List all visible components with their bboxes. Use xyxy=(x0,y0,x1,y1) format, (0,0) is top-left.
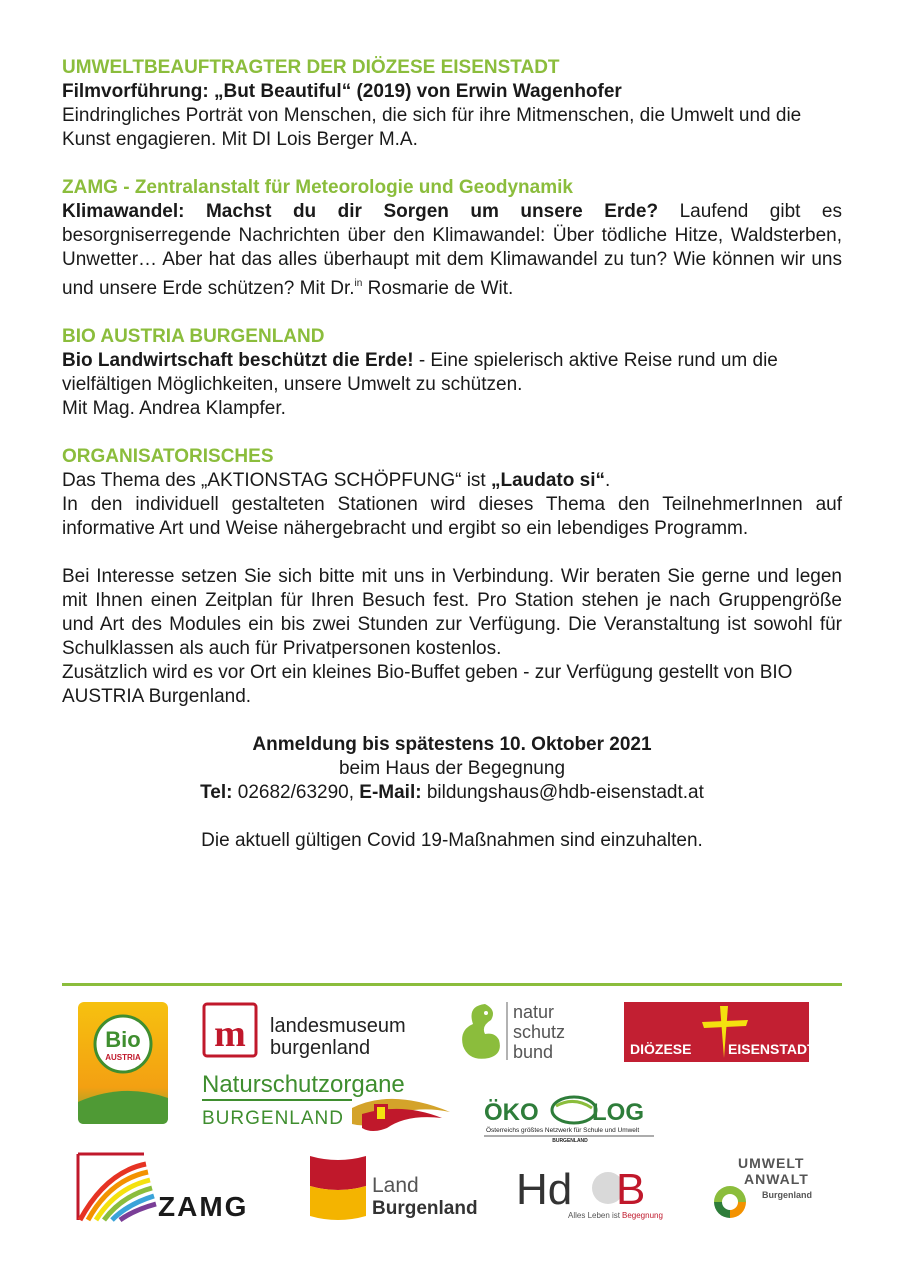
svg-text:Begegnung: Begegnung xyxy=(622,1211,663,1220)
svg-text:Burgenland: Burgenland xyxy=(762,1190,813,1200)
svg-text:LOG: LOG xyxy=(592,1099,644,1126)
svg-text:ANWALT: ANWALT xyxy=(744,1171,809,1187)
section-umweltbeauftragter xyxy=(62,56,842,152)
svg-text:Alles Leben ist: Alles Leben ist xyxy=(568,1211,621,1220)
land-burgenland-logo xyxy=(308,1154,488,1220)
hdb-logo xyxy=(516,1160,666,1222)
section-heading: BIO AUSTRIA BURGENLAND xyxy=(62,326,325,347)
divider-line xyxy=(62,983,842,986)
registration-deadline: Anmeldung bis spätestens 10. Oktober 2021 xyxy=(252,734,652,755)
svg-text:BURGENLAND: BURGENLAND xyxy=(202,1108,344,1129)
dioezese-eisenstadt-logo xyxy=(624,1002,809,1062)
section-heading: ZAMG - Zentralanstalt für Meteorologie und Geodynamik xyxy=(62,177,573,198)
section-heading: ORGANISATORISCHES xyxy=(62,446,274,467)
section-text: Klimawandel: Machst du dir Sorgen um unsere Erde? Laufend gibt es besorgniserregende Nachrichten über den Klimawandel: Über tödliche Hitze, Waldsterben, Unwetter… Aber hat das alles überhaupt mit dem Klimawandel zu tun? Wie können wir uns und unsere Erde schützen? Mit Dr.$^{in}$ Rosmarie de Wit. xyxy=(62,201,843,299)
section-zamg xyxy=(62,176,842,301)
registration-block xyxy=(62,733,842,853)
svg-text:ÖKO: ÖKO xyxy=(484,1099,539,1126)
document-body xyxy=(62,56,842,853)
naturschutzbund-logo xyxy=(455,996,595,1066)
svg-text:bund: bund xyxy=(513,1042,554,1062)
section-title: Bio Landwirtschaft beschützt die Erde! xyxy=(62,350,414,371)
svg-text:UMWELT: UMWELT xyxy=(738,1155,805,1171)
svg-text:landesmuseum: landesmuseum xyxy=(270,1015,406,1037)
section-title: Klimawandel: Machst du dir Sorgen um unsere Erde? xyxy=(62,201,659,222)
paragraph-stations: In den individuell gestalteten Stationen wird dieses Thema den TeilnehmerInnen auf informative Art und Weise nähergebracht und ergibt so ein lebendiges Programm. xyxy=(62,494,842,539)
svg-text:Bio: Bio xyxy=(105,1027,141,1052)
email-link[interactable]: bildungshaus@hdb-eisenstadt.at xyxy=(421,782,704,803)
svg-text:BURGENLAND: BURGENLAND xyxy=(552,1138,588,1144)
svg-text:ZAMG: ZAMG xyxy=(158,1191,249,1222)
svg-text:natur: natur xyxy=(513,1002,555,1022)
section-bio-austria xyxy=(62,325,842,421)
svg-text:Burgenland: Burgenland xyxy=(372,1198,478,1219)
zamg-logo xyxy=(76,1152,262,1224)
svg-text:AUSTRIA: AUSTRIA xyxy=(105,1053,141,1062)
theme-line: Das Thema des „AKTIONSTAG SCHÖPFUNG“ ist „Laudato si“. xyxy=(62,470,611,491)
registration-location: beim Haus der Begegnung xyxy=(338,758,566,779)
oekolog-logo xyxy=(484,1090,659,1144)
svg-text:burgenland: burgenland xyxy=(270,1037,371,1059)
section-title: Filmvorführung: „But Beautiful“ (2019) von Erwin Wagenhofer xyxy=(62,81,622,102)
section-text: Eindringliches Porträt von Menschen, die sich für ihre Mitmenschen, die Umwelt und die Kunst engagieren. Mit DI Lois Berger M.A. xyxy=(62,105,802,150)
naturschutzorgane-logo xyxy=(202,1068,452,1140)
svg-text:EISENSTADT: EISENSTADT xyxy=(728,1041,809,1057)
svg-text:B: B xyxy=(616,1165,646,1214)
paragraph-contact: Bei Interesse setzen Sie sich bitte mit uns in Verbindung. Wir beraten Sie gerne und legen mit Ihnen einen Zeitplan für Ihren Besuch fest. Pro Station stehen je nach Gruppengröße und Art des Modules ein bis zwei Stunden zur Verfügung. Die Veranstaltung ist sowohl für Schulklassen als auch für Privatpersonen kostenlos. xyxy=(62,566,842,659)
svg-text:m: m xyxy=(214,1013,246,1055)
svg-text:Naturschutzorgane: Naturschutzorgane xyxy=(202,1071,405,1098)
section-heading: UMWELTBEAUFTRAGTER DER DIÖZESE EISENSTADT xyxy=(62,57,560,78)
section-text: Bio Landwirtschaft beschützt die Erde! - Eine spielerisch aktive Reise rund um die vielfältigen Möglichkeiten, unsere Umwelt zu schützen. xyxy=(62,350,778,395)
umweltanwalt-logo xyxy=(710,1152,830,1220)
svg-text:Hd: Hd xyxy=(516,1165,573,1214)
section-text-2: Mit Mag. Andrea Klampfer. xyxy=(62,398,286,419)
registration-contact: Tel: 02682/63290, E-Mail: bildungshaus@hdb-eisenstadt.at xyxy=(200,782,704,803)
covid-notice: Die aktuell gültigen Covid 19-Maßnahmen sind einzuhalten. xyxy=(201,830,703,851)
svg-text:Österreichs größtes Netzwerk f: Österreichs größtes Netzwerk für Schule und Umwelt xyxy=(486,1127,640,1134)
landesmuseum-logo xyxy=(202,1000,422,1064)
svg-text:schutz: schutz xyxy=(513,1022,566,1042)
section-organisatorisches xyxy=(62,445,842,709)
paragraph-buffet: Zusätzlich wird es vor Ort ein kleines Bio-Buffet geben - zur Verfügung gestellt von BIO AUSTRIA Burgenland. xyxy=(62,662,793,707)
svg-text:Land: Land xyxy=(372,1174,419,1197)
bio-austria-logo xyxy=(78,1002,168,1124)
svg-text:DIÖZESE: DIÖZESE xyxy=(630,1041,692,1057)
